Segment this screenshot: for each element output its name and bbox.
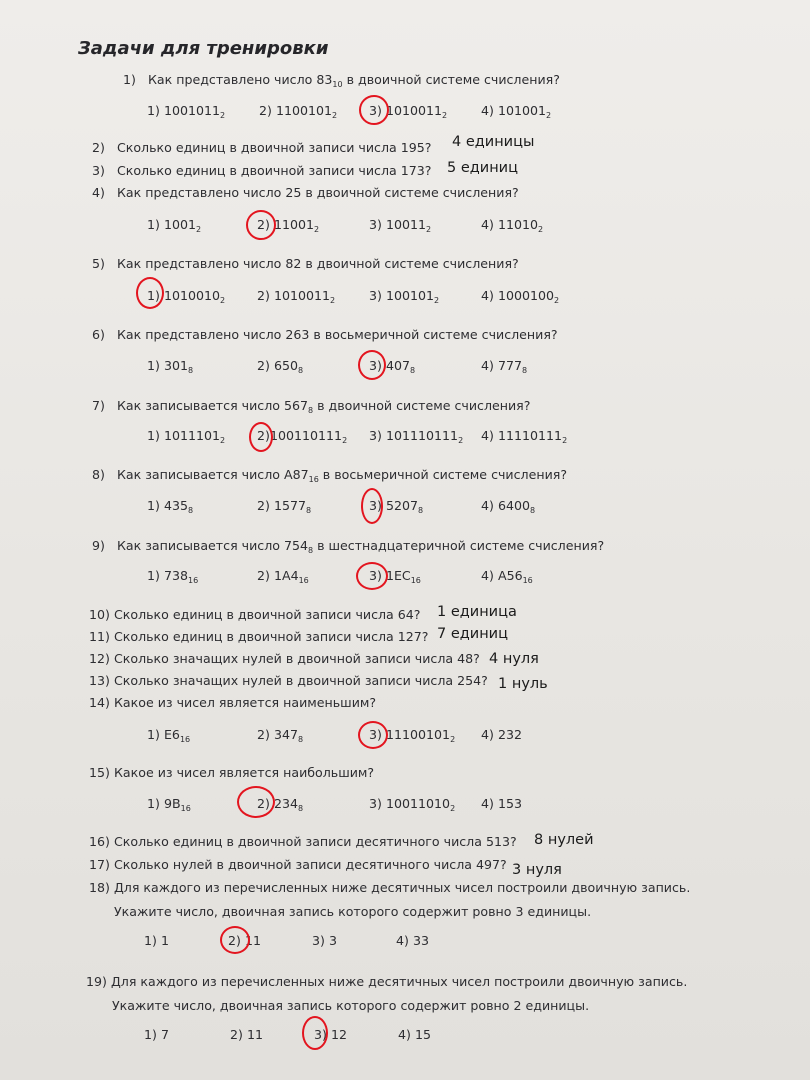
question-18: 18) Для каждого из перечисленных ниже десятичных чисел построили двоичную запись. xyxy=(89,880,691,895)
question-18-line2: Укажите число, двоичная запись которого содержит ровно 3 единицы. xyxy=(114,904,592,919)
option[interactable]: 3) $5207_8$ xyxy=(369,498,424,515)
page-title: Задачи для тренировки xyxy=(78,38,329,59)
option[interactable]: 2) $1577_8$ xyxy=(257,498,312,515)
question-7: 7) Как записывается число $567_8$ в двоичной системе счисления? xyxy=(92,398,531,415)
answer-circle xyxy=(246,210,276,240)
answer-circle xyxy=(237,786,275,818)
question-5: 5) Как представлено число 82 в двоичной системе счисления? xyxy=(92,256,519,271)
option[interactable]: 2) $650_8$ xyxy=(257,358,304,375)
option[interactable]: 4) 153 xyxy=(481,796,522,811)
option[interactable]: 3) $1EC_{16}$ xyxy=(369,568,421,585)
question-16: 16) Сколько единиц в двоичной записи десятичного числа 513? xyxy=(89,834,517,849)
option[interactable]: 4) $101001_2$ xyxy=(481,103,552,120)
option[interactable]: 1) $9B_{16}$ xyxy=(147,796,191,813)
option[interactable]: 1) $1001011_2$ xyxy=(147,103,226,120)
option[interactable]: 1) $435_8$ xyxy=(147,498,194,515)
question-14: 14) Какое из чисел является наименьшим? xyxy=(89,695,377,710)
question-1: 1) Как представлено число $83_{10}$ в двоичной системе счисления? xyxy=(123,72,560,89)
option[interactable]: 4) $A56_{16}$ xyxy=(481,568,533,585)
option[interactable]: 1) 7 xyxy=(144,1027,169,1042)
question-15: 15) Какое из чисел является наибольшим? xyxy=(89,765,375,780)
question-6: 6) Как представлено число 263 в восьмеричной системе счисления? xyxy=(92,327,558,342)
answer-circle xyxy=(136,277,164,309)
option[interactable]: 4) $11110111_2$ xyxy=(481,428,568,445)
option[interactable]: 3) $10011010_2$ xyxy=(369,796,456,813)
option[interactable]: 4) 232 xyxy=(481,727,522,742)
option[interactable]: 2) $11001_2$ xyxy=(257,217,320,234)
option[interactable]: 3) $11100101_2$ xyxy=(369,727,456,744)
option[interactable]: $2)100110111_2$ xyxy=(257,428,348,445)
answer-circle xyxy=(302,1016,328,1050)
option[interactable]: 2) $1A4_{16}$ xyxy=(257,568,309,585)
option[interactable]: 1) $E6_{16}$ xyxy=(147,727,191,744)
option[interactable]: 2) $1010011_2$ xyxy=(257,288,336,305)
option[interactable]: 3) $1010011_2$ xyxy=(369,103,448,120)
answer-circle xyxy=(359,95,389,125)
option[interactable]: 4) 33 xyxy=(396,933,429,948)
option[interactable]: 3) $10011_2$ xyxy=(369,217,432,234)
option[interactable]: 1) $1001_2$ xyxy=(147,217,202,234)
handwritten-answer: 8 нулей xyxy=(534,832,594,848)
option[interactable]: 2) $234_8$ xyxy=(257,796,304,813)
option[interactable]: 3) $101110111_2$ xyxy=(369,428,464,445)
option[interactable]: 2) $347_8$ xyxy=(257,727,304,744)
option[interactable]: 1) $301_8$ xyxy=(147,358,194,375)
answer-circle xyxy=(249,422,273,452)
option[interactable]: 3) $407_8$ xyxy=(369,358,416,375)
option[interactable]: 1) $738_{16}$ xyxy=(147,568,199,585)
question-13: 13) Сколько значащих нулей в двоичной записи числа 254? xyxy=(89,673,488,688)
option[interactable]: 4) $777_8$ xyxy=(481,358,528,375)
option[interactable]: 3) 12 xyxy=(314,1027,347,1042)
question-17: 17) Сколько нулей в двоичной записи десятичного числа 497? xyxy=(89,857,507,872)
answer-circle xyxy=(361,488,383,524)
question-2: 2) Сколько единиц в двоичной записи числа 195? xyxy=(92,140,432,155)
answer-circle xyxy=(358,350,386,380)
option[interactable]: 1) $1010010_2$ xyxy=(147,288,226,305)
question-9: 9) Как записывается число $754_8$ в шестнадцатеричной системе счисления? xyxy=(92,538,605,555)
question-8: 8) Как записывается число $A87_{16}$ в восьмеричной системе счисления? xyxy=(92,467,568,484)
option[interactable]: 4) $1000100_2$ xyxy=(481,288,560,305)
handwritten-answer: 3 нуля xyxy=(512,862,562,878)
answer-circle xyxy=(356,562,388,590)
handwritten-answer: 1 нуль xyxy=(498,676,548,692)
answer-circle xyxy=(358,721,388,749)
handwritten-answer: 4 нуля xyxy=(489,651,539,667)
option[interactable]: 4) 15 xyxy=(398,1027,431,1042)
option[interactable]: 2) 11 xyxy=(230,1027,263,1042)
question-19-line2: Укажите число, двоичная запись которого содержит ровно 2 единицы. xyxy=(112,998,590,1013)
handwritten-answer: 7 единиц xyxy=(437,626,508,642)
handwritten-answer: 5 единиц xyxy=(447,160,518,176)
option[interactable]: 2) $1100101_2$ xyxy=(259,103,338,120)
handwritten-answer: 4 единицы xyxy=(452,134,535,150)
option[interactable]: 4) $6400_8$ xyxy=(481,498,536,515)
option[interactable]: 3) 3 xyxy=(312,933,337,948)
question-10: 10) Сколько единиц в двоичной записи числа 64? xyxy=(89,607,421,622)
option[interactable]: 4) $11010_2$ xyxy=(481,217,544,234)
option[interactable]: 3) $100101_2$ xyxy=(369,288,440,305)
question-12: 12) Сколько значащих нулей в двоичной записи числа 48? xyxy=(89,651,480,666)
answer-circle xyxy=(220,926,250,954)
handwritten-answer: 1 единица xyxy=(437,604,517,620)
question-3: 3) Сколько единиц в двоичной записи числа 173? xyxy=(92,163,432,178)
option[interactable]: 1) $1011101_2$ xyxy=(147,428,226,445)
option[interactable]: 2) 11 xyxy=(228,933,261,948)
question-11: 11) Сколько единиц в двоичной записи числа 127? xyxy=(89,629,429,644)
question-19: 19) Для каждого из перечисленных ниже десятичных чисел построили двоичную запись. xyxy=(86,974,688,989)
question-4: 4) Как представлено число 25 в двоичной системе счисления? xyxy=(92,185,519,200)
option[interactable]: 1) 1 xyxy=(144,933,169,948)
